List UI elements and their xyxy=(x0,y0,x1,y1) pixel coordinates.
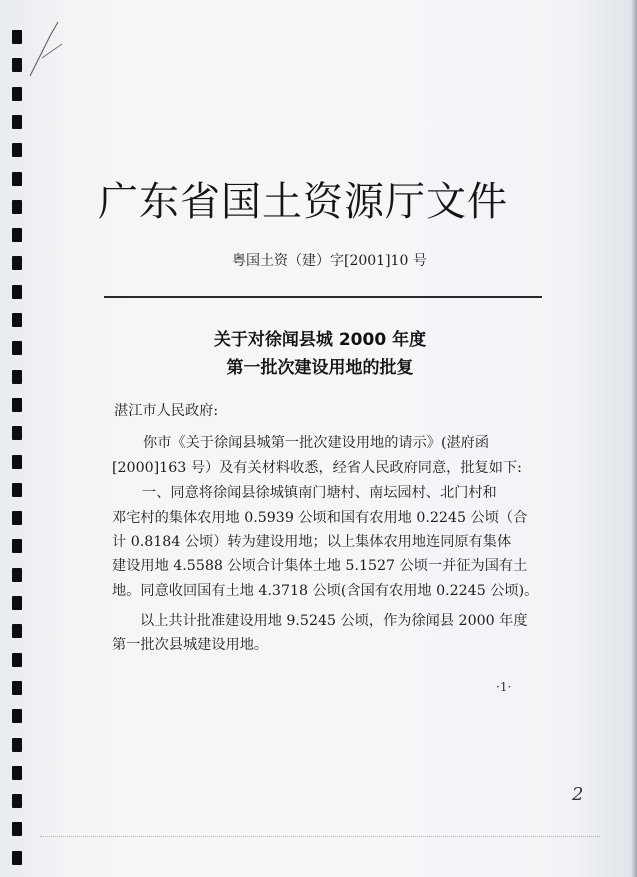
subject-line-2: 第一批次建设用地的批复 xyxy=(226,358,414,378)
addressee: 湛江市人民政府: xyxy=(114,403,219,419)
body-line: [2000]163 号）及有关材料收悉，经省人民政府同意，批复如下: xyxy=(112,460,522,476)
binding-hole xyxy=(12,58,22,72)
page-edge-shadow xyxy=(631,0,637,877)
binding-hole xyxy=(12,115,22,129)
binding-hole xyxy=(12,200,22,214)
binding-hole xyxy=(12,370,22,384)
body-line: 地。同意收回国有土地 4.3718 公顷(含国有农用地 0.2245 公顷)。 xyxy=(112,583,539,599)
body-line: 你市《关于徐闻县城第一批次建设用地的请示》(湛府函 xyxy=(143,435,490,451)
binding-hole xyxy=(12,709,22,723)
binding-hole xyxy=(12,794,22,808)
binding-hole xyxy=(12,568,22,582)
binding-hole xyxy=(12,426,22,440)
binding-hole xyxy=(12,624,22,638)
binding-hole xyxy=(12,511,22,525)
binding-hole xyxy=(12,596,22,610)
page-number: 2 xyxy=(572,784,584,805)
body-line: 计 0.8184 公顷）转为建设用地；以上集体农用地连同原有集体 xyxy=(112,534,512,550)
subject-line-1: 关于对徐闻县城 2000 年度 xyxy=(213,330,427,350)
document-number: 粤国土资（建）字[2001]10 号 xyxy=(232,253,427,269)
binding-hole xyxy=(12,851,22,865)
binding-hole xyxy=(12,681,22,695)
header-divider xyxy=(104,296,542,298)
body-line: 建设用地 4.5588 公顷合计集体土地 5.1527 公顷一并征为国有土 xyxy=(112,558,528,574)
body-line: 邓宅村的集体农用地 0.5939 公顷和国有农用地 0.2245 公顷（合 xyxy=(112,510,528,526)
issuing-authority-title: 广东省国土资源厅文件 xyxy=(98,179,508,225)
body-line: 以上共计批准建设用地 9.5245 公顷，作为徐闻县 2000 年度 xyxy=(140,613,528,629)
binding-hole xyxy=(12,87,22,101)
binding-hole xyxy=(12,822,22,836)
binding-hole xyxy=(12,455,22,469)
binding-hole xyxy=(12,653,22,667)
page-mark: ·1· xyxy=(496,680,512,694)
binding-hole xyxy=(12,313,22,327)
binding-hole xyxy=(12,30,22,44)
body-line: 第一批次县城建设用地。 xyxy=(112,637,269,653)
binding-hole xyxy=(12,143,22,157)
binding-hole xyxy=(12,256,22,270)
binding-hole xyxy=(12,341,22,355)
binding-hole xyxy=(12,738,22,752)
body-line: 一、同意将徐闻县徐城镇南门塘村、南坛园村、北门村和 xyxy=(142,485,497,501)
binding-hole xyxy=(12,539,22,553)
scan-artifact-line xyxy=(40,828,600,837)
pen-stroke-mark xyxy=(28,18,68,78)
binding-hole xyxy=(12,766,22,780)
binding-holes xyxy=(0,0,40,877)
binding-hole xyxy=(12,398,22,412)
binding-hole xyxy=(12,228,22,242)
binding-hole xyxy=(12,285,22,299)
binding-hole xyxy=(12,172,22,186)
binding-hole xyxy=(12,483,22,497)
